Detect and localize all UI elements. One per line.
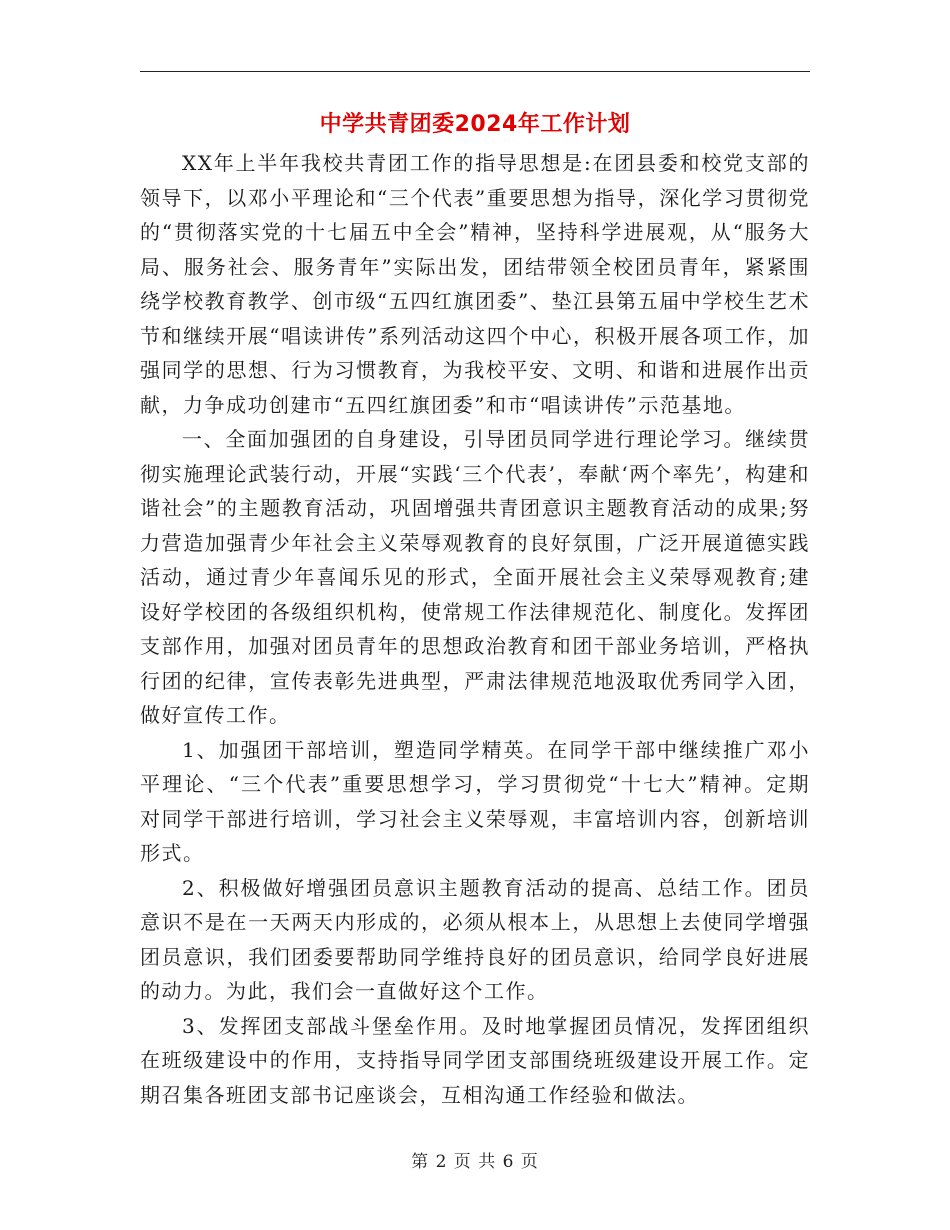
page-number-footer: 第 2 页 共 6 页 xyxy=(411,1152,539,1172)
document-body xyxy=(140,146,810,1112)
document-title: 中学共青团委2024年工作计划 xyxy=(319,112,631,137)
header-rule xyxy=(140,71,810,72)
paragraph-guiding-ideology: XX年上半年我校共青团工作的指导思想是:在团县委和校党支部的领导下，以邓小平理论和“三个代表”重要思想为指导，深化学习贯彻党的“贯彻落实党的十七届五中全会”精神，坚持科学进展观，从“服务大局、服务社会、服务青年”实际出发，团结带领全校团员青年，紧紧围绕学校教育教学、创市级“五四红旗团委”、垫江县第五届中学校生艺术节和继续开展“唱读讲传”系列活动这四个中心，积极开展各项工作，加强同学的思想、行为习惯教育，为我校平安、文明、和谐和进展作出贡献，力争成功创建市“五四红旗团委”和市“唱读讲传”示范基地。 xyxy=(140,151,810,417)
paragraph-item-3: 3、发挥团支部战斗堡垒作用。及时地掌握团员情况，发挥团组织在班级建设中的作用，支持指导同学团支部围绕班级建设开展工作。定期召集各班团支部书记座谈会，互相沟通工作经验和做法。 xyxy=(140,1013,810,1107)
paragraph-section-one: 一、全面加强团的自身建设，引导团员同学进行理论学习。继续贯彻实施理论武装行动，开展“实践‘三个代表’，奉献‘两个率先’，构建和谐社会”的主题教育活动，巩固增强共青团意识主题教育活动的成果;努力营造加强青少年社会主义荣辱观教育的良好氛围，广泛开展道德实践活动，通过青少年喜闻乐见的形式，全面开展社会主义荣辱观教育;建设好学校团的各级组织机构，使常规工作法律规范化、制度化。发挥团支部作用，加强对团员青年的思想政治教育和团干部业务培训，严格执行团的纪律，宣传表彰先进典型，严肃法律规范地汲取优秀同学入团，做好宣传工作。 xyxy=(140,427,810,727)
paragraph-item-1: 1、加强团干部培训，塑造同学精英。在同学干部中继续推广邓小平理论、“三个代表”重要思想学习，学习贯彻党“十七大”精神。定期对同学干部进行培训，学习社会主义荣辱观，丰富培训内容，创新培训形式。 xyxy=(140,737,810,865)
paragraph-item-2: 2、积极做好增强团员意识主题教育活动的提高、总结工作。团员意识不是在一天两天内形成的，必须从根本上，从思想上去使同学增强团员意识，我们团委要帮助同学维持良好的团员意识，给同学良好进展的动力。为此，我们会一直做好这个工作。 xyxy=(140,875,810,1003)
